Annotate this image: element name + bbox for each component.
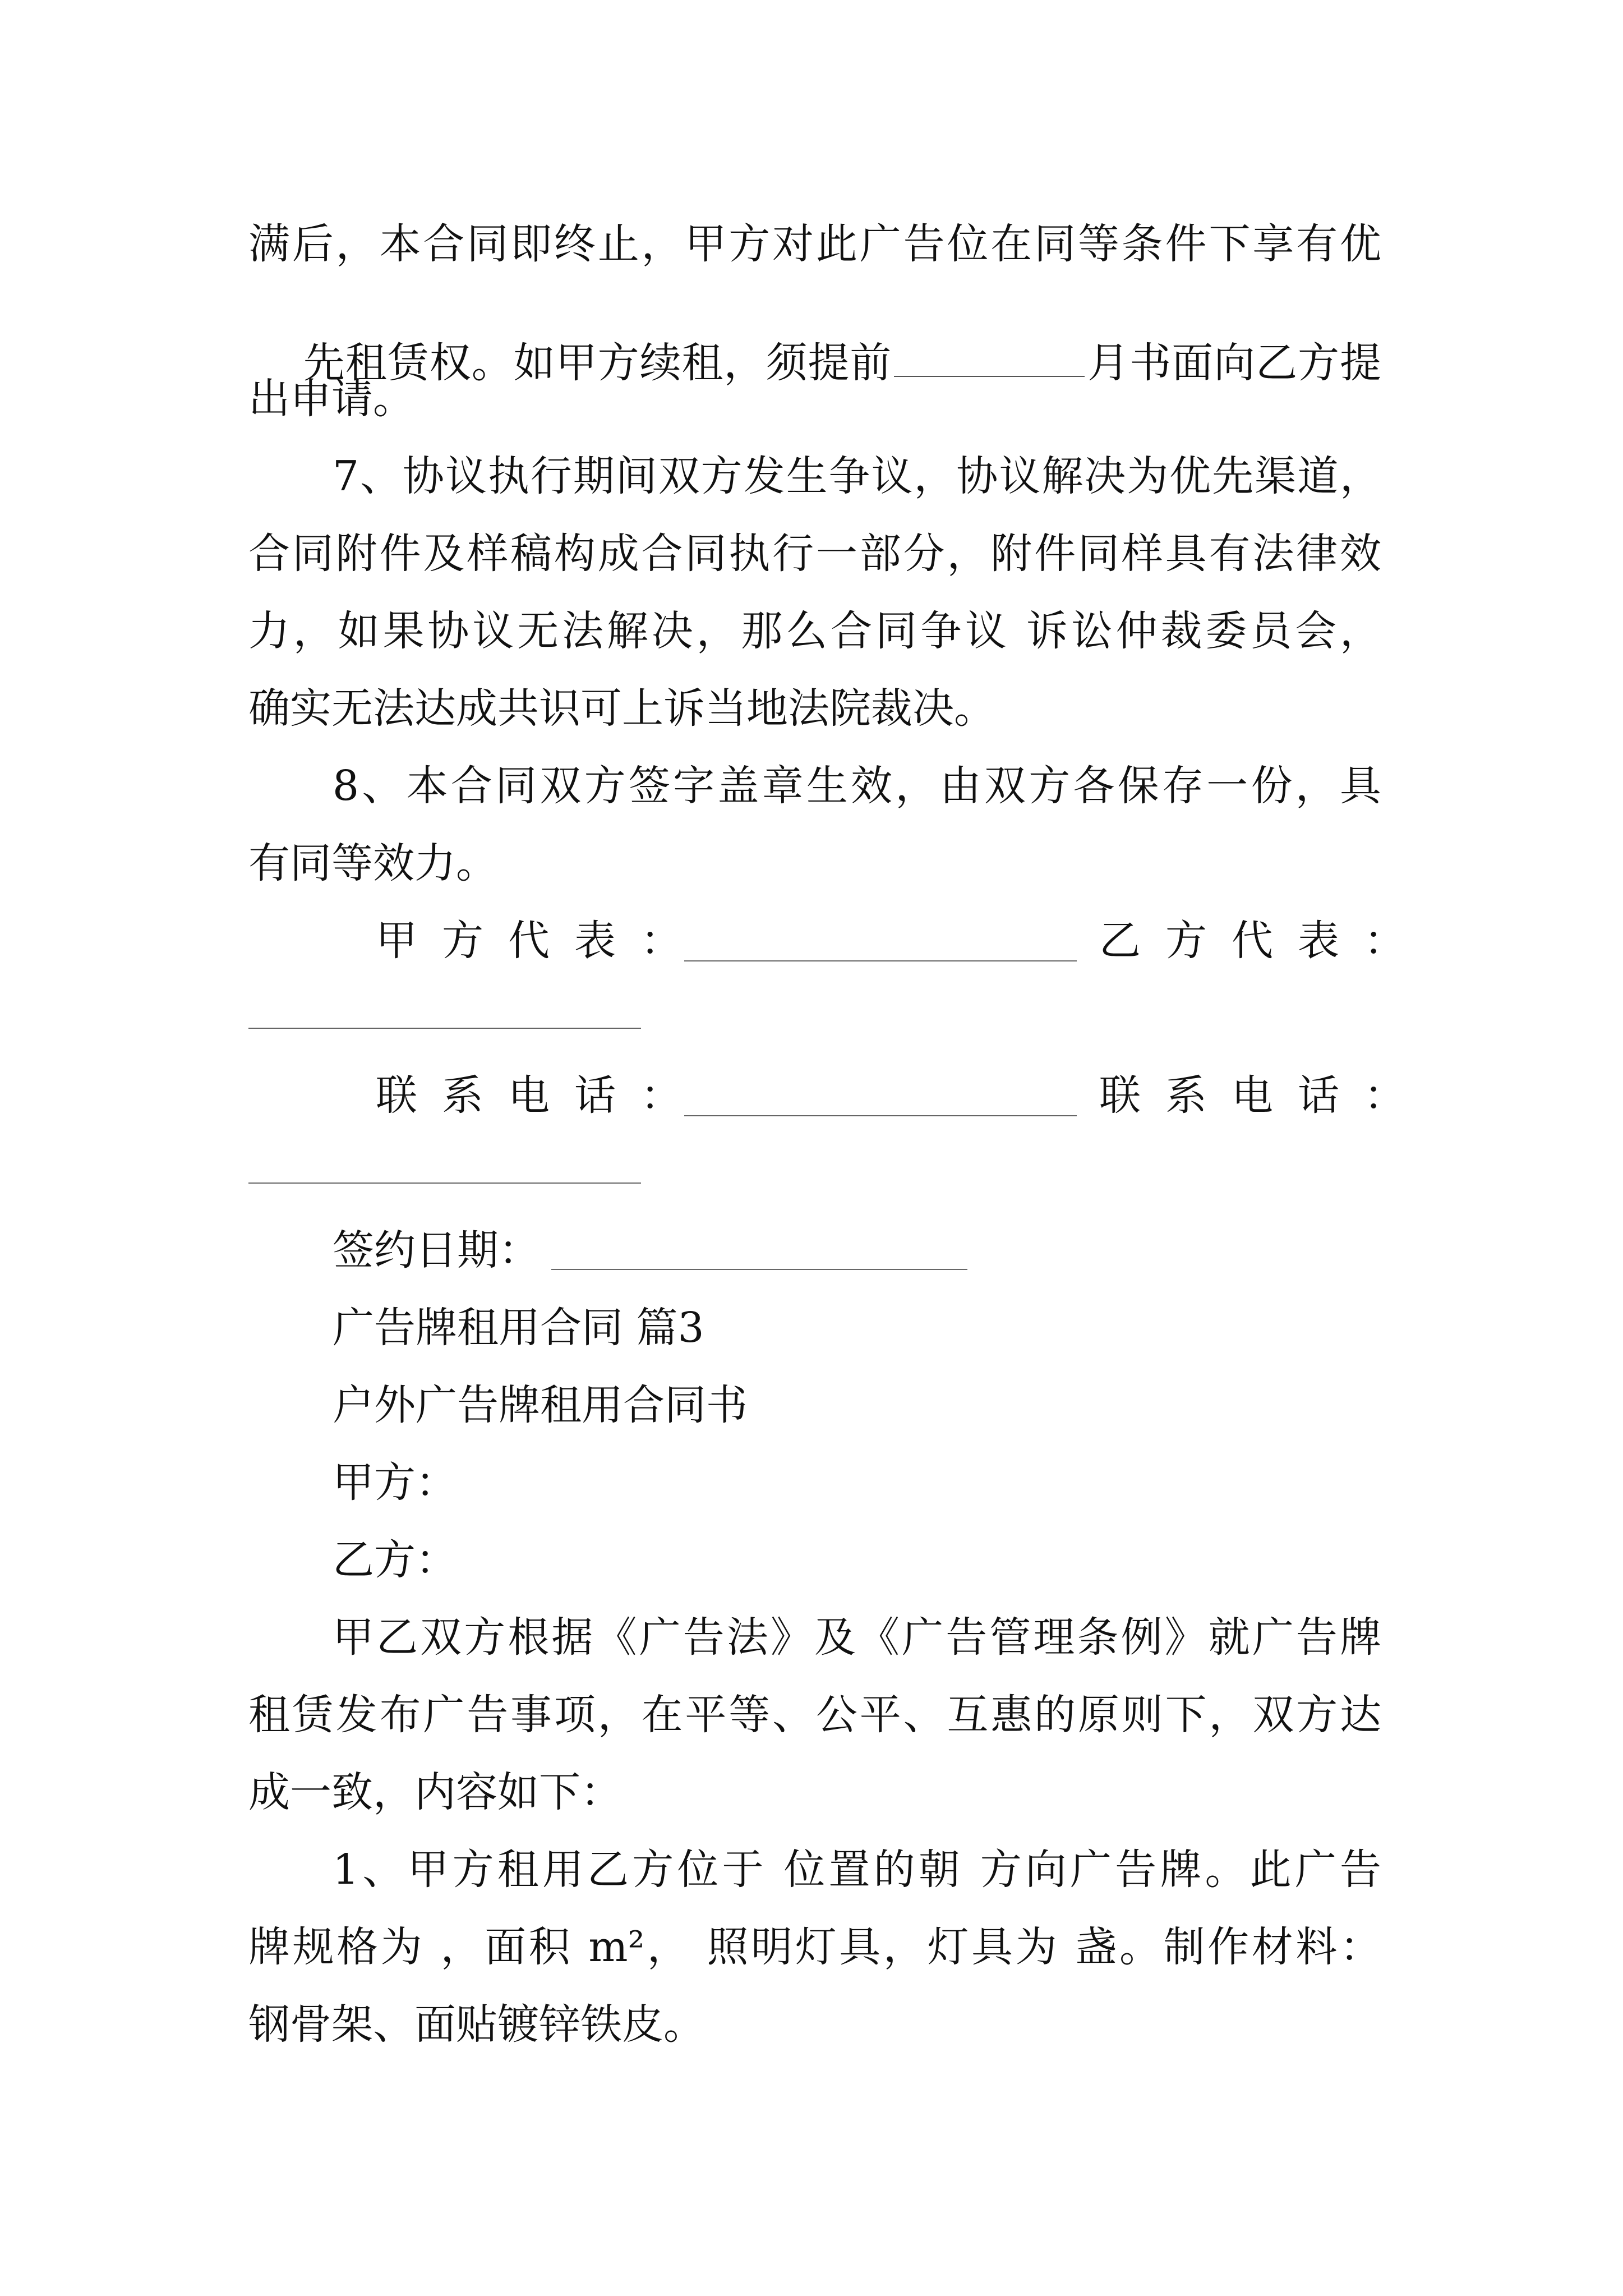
text-line: 钢骨架、面贴镀锌铁皮。: [248, 2000, 705, 2049]
text-line: 7、协议执行期间双方发生争议，协议解决为优先渠道，: [333, 452, 1381, 500]
text-line: 力，如果协议无法解决，那么合同争议 诉讼仲裁委员会，: [248, 607, 1381, 655]
date-blank: [551, 1269, 967, 1270]
party-a-field: 甲方：: [333, 1458, 457, 1507]
text-line: 甲乙双方根据《广告法》及《广告管理条例》就广告牌: [333, 1613, 1381, 1662]
text-line: 8、本合同双方签字盖章生效，由双方各保存一份，具: [333, 762, 1381, 810]
text-line: 有同等效力。: [248, 839, 497, 887]
text-segment: 先租赁权。如甲方续租，须提前: [303, 339, 892, 387]
party-b-field: 乙方：: [333, 1536, 457, 1584]
text-line: 满后，本合同即终止，甲方对此广告位在同等条件下享有优: [248, 220, 1381, 268]
text-line: 合同附件及样稿构成合同执行一部分，附件同样具有法律效: [248, 530, 1381, 578]
text-segment: 月书面向乙方提: [1087, 339, 1382, 387]
date-label: 签约日期：: [333, 1226, 540, 1274]
text-line: 成一致，内容如下：: [248, 1768, 622, 1816]
text-line: 出申请。: [248, 375, 414, 423]
text-line: 确实无法达成共识可上诉当地法院裁决。: [248, 684, 995, 733]
text-line: 租赁发布广告事项，在平等、公平、互惠的原则下，双方达: [248, 1691, 1381, 1739]
phone-a-blank: [684, 1115, 1077, 1116]
section-heading: 广告牌租用合同 篇3: [333, 1304, 704, 1352]
text-line: 1、甲方租用乙方位于 位置的朝 方向广告牌。此广告: [333, 1846, 1381, 1894]
contract-title: 户外广告牌租用合同书: [333, 1381, 748, 1429]
blank-field: [894, 375, 1085, 377]
phone-b-blank: [248, 1182, 641, 1184]
phone-b-label: 联系电话：: [1099, 1071, 1430, 1120]
party-b-rep-blank: [248, 1028, 641, 1029]
party-a-rep-label: 甲方代表：: [376, 917, 707, 965]
party-b-rep-label: 乙方代表：: [1099, 917, 1430, 965]
party-a-rep-blank: [684, 960, 1077, 961]
phone-a-label: 联系电话：: [376, 1071, 707, 1120]
text-line: [248, 301, 1381, 425]
text-line: 牌规格为 ，面积 m²， 照明灯具，灯具为 盏。制作材料：: [248, 1923, 1381, 1971]
